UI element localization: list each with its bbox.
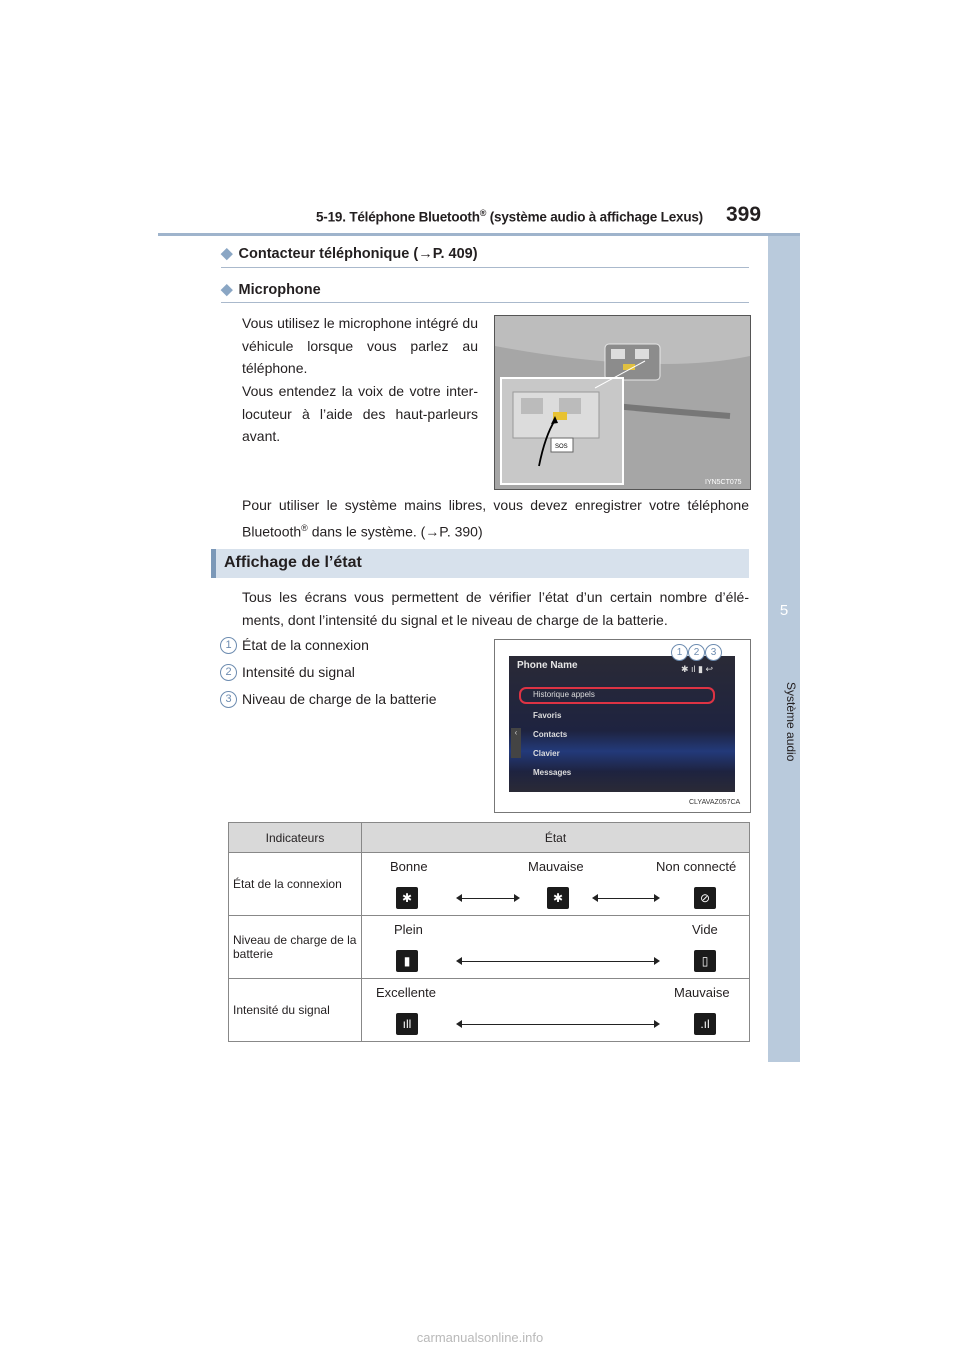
- list-item: Intensité du signal: [242, 664, 355, 680]
- menu-item: Contacts: [533, 730, 568, 739]
- sos-button-label: SOS: [555, 444, 568, 450]
- menu-item: Messages: [533, 768, 572, 777]
- row-state-wrap: [362, 853, 749, 915]
- table-header: État: [362, 823, 750, 853]
- footer-watermark: carmanualsonline.info: [416, 1330, 544, 1345]
- arrow-icon: [462, 961, 654, 962]
- mic-paragraph-2: Vous entendez la voix de votre inter-locuteur à l’aide des haut-parleurs avant.: [242, 383, 478, 444]
- menu-item: Clavier: [533, 749, 560, 758]
- state-label: Vide: [692, 922, 718, 937]
- running-header: [316, 208, 703, 225]
- overhead-console-illustration: [495, 316, 750, 489]
- signal-weak-icon: .ıl: [694, 1013, 716, 1035]
- banner-title: Affichage de l’état: [224, 554, 362, 571]
- arrow-icon: [462, 1024, 654, 1025]
- state-label: Bonne: [390, 859, 428, 874]
- back-tab-icon: ‹: [511, 728, 521, 758]
- section-contacteur-text: Contacteur téléphonique (→P. 409): [238, 246, 478, 262]
- page-number: 399: [726, 203, 762, 226]
- status-icons: ✱ ıl ▮ ↩: [681, 664, 714, 674]
- section-rule: [221, 267, 749, 268]
- signal-strong-icon: ıll: [396, 1013, 418, 1035]
- registered-mark: ®: [479, 208, 487, 218]
- indicator-table: [228, 822, 750, 1042]
- state-label: Mauvaise: [674, 985, 730, 1000]
- row-label: Niveau de charge de la batterie: [229, 916, 362, 979]
- chapter-tab: [768, 236, 800, 1062]
- screen-callout-3: 3: [705, 644, 722, 661]
- image-code: IYN5CT075: [705, 479, 742, 486]
- state-label: Mauvaise: [528, 859, 584, 874]
- section-microphone: [221, 280, 321, 298]
- arrow-icon: [598, 898, 654, 899]
- chapter-label: Système audio: [784, 682, 798, 762]
- table-row: [229, 853, 750, 916]
- state-label: Plein: [394, 922, 423, 937]
- phone-not-connected-icon: ⊘: [694, 887, 716, 909]
- screen-title: Phone Name: [517, 660, 578, 671]
- screen-callout-1: 1: [671, 644, 688, 661]
- row-state-wrap: [362, 979, 749, 1041]
- section-microphone-text: Microphone: [238, 282, 321, 298]
- list-item: État de la connexion: [242, 637, 369, 653]
- row-state-cell: [362, 979, 750, 1042]
- table-row: [229, 979, 750, 1042]
- diamond-icon: ◆: [221, 281, 233, 298]
- battery-empty-icon: ▯: [694, 950, 716, 972]
- state-label: Excellente: [376, 985, 436, 1000]
- list-item: Niveau de charge de la batterie: [242, 691, 437, 707]
- header-title-text: 5-19. Téléphone Bluetooth: [316, 209, 480, 225]
- callout-1: 1: [220, 637, 237, 654]
- chapter-number: 5: [779, 602, 789, 619]
- callout-3: 3: [220, 691, 237, 708]
- menu-item: Historique appels: [533, 690, 595, 699]
- banner-accent: [211, 549, 216, 578]
- bluetooth-weak-icon: ✱: [547, 887, 569, 909]
- callout-2: 2: [220, 664, 237, 681]
- row-state-wrap: [362, 916, 749, 978]
- phone-screen-image: [494, 639, 751, 813]
- arrow-icon: [462, 898, 514, 899]
- bluetooth-icon: ✱: [396, 887, 418, 909]
- mic-paragraph-1: Vous utilisez le microphone intégré du véhicule lorsque vous parlez au téléphone.: [242, 315, 478, 376]
- mic-paragraph-3-text: Pour utiliser le système mains libres, vous devez enregistrer votre téléphone Bluetooth: [242, 497, 749, 540]
- row-state-cell: [362, 916, 750, 979]
- state-label: Non connecté: [656, 859, 737, 874]
- menu-item: Favoris: [533, 711, 562, 720]
- row-state-cell: [362, 853, 750, 916]
- header-rule: [158, 233, 800, 236]
- battery-full-icon: ▮: [396, 950, 418, 972]
- table-row: [229, 916, 750, 979]
- row-label: Intensité du signal: [229, 979, 362, 1042]
- row-label: État de la connexion: [229, 853, 362, 916]
- diamond-icon: ◆: [221, 245, 233, 262]
- header-title-suffix: (système audio à affichage Lexus): [486, 209, 703, 225]
- mic-paragraph-3: [242, 494, 749, 543]
- status-intro: Tous les écrans vous permettent de vérifier l’état d’un certain nombre d’élé-ments, dont l’intensité du signal et le niveau de charge de la batterie.: [242, 589, 749, 628]
- image-code: CLYAVAZ057CA: [689, 799, 741, 806]
- table-header: Indicateurs: [229, 823, 362, 853]
- section-contacteur: [221, 244, 478, 262]
- section-rule: [221, 302, 749, 303]
- mic-paragraph-3-suffix: dans le système. (→P. 390): [307, 523, 483, 540]
- screen-callout-2: 2: [688, 644, 705, 661]
- microphone-photo: [494, 315, 751, 490]
- registered-mark: ®: [301, 522, 308, 533]
